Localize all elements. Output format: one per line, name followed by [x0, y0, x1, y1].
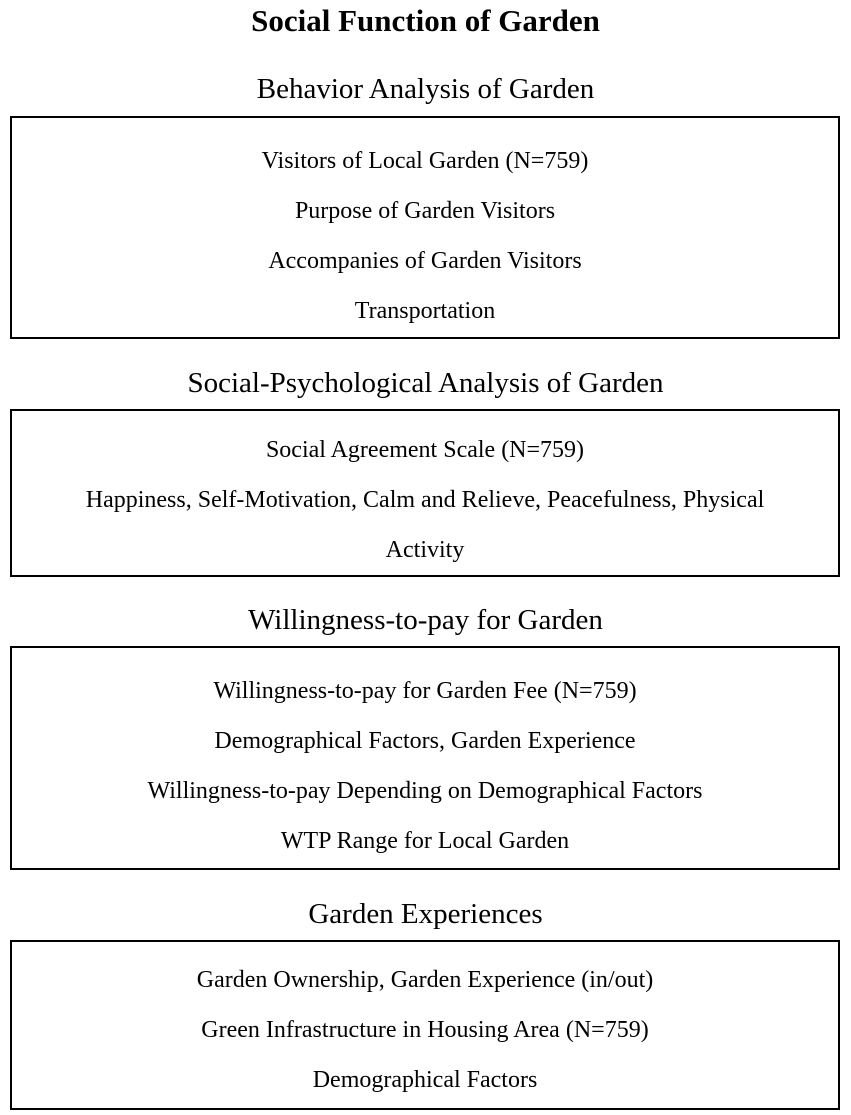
box-behavior [10, 116, 840, 339]
box-line: Willingness-to-pay Depending on Demographical Factors [147, 778, 703, 804]
box-line: Transportation [354, 298, 496, 324]
diagram-title: Social Function of Garden [251, 3, 600, 38]
section-heading-garden-experiences: Garden Experiences [308, 898, 543, 930]
section-heading-behavior: Behavior Analysis of Garden [256, 73, 595, 105]
box-willingness-to-pay [10, 646, 840, 870]
box-line: WTP Range for Local Garden [280, 828, 570, 854]
box-line: Activity [385, 537, 465, 563]
box-line: Visitors of Local Garden (N=759) [261, 148, 589, 174]
box-line: Willingness-to-pay for Garden Fee (N=759) [213, 678, 637, 704]
box-line: Purpose of Garden Visitors [294, 198, 556, 224]
box-line: Happiness, Self-Motivation, Calm and Relieve, Peacefulness, Physical [85, 487, 765, 513]
box-line: Demographical Factors [312, 1067, 538, 1093]
box-line: Garden Ownership, Garden Experience (in/out) [196, 967, 654, 993]
box-line: Accompanies of Garden Visitors [268, 248, 582, 274]
box-line: Green Infrastructure in Housing Area (N=759) [201, 1017, 649, 1043]
box-social-psychological [10, 409, 840, 577]
box-line: Social Agreement Scale (N=759) [265, 437, 585, 463]
box-line: Demographical Factors, Garden Experience [214, 728, 636, 754]
section-heading-willingness-to-pay: Willingness-to-pay for Garden [248, 604, 603, 636]
box-garden-experiences [10, 940, 840, 1110]
section-heading-social-psychological: Social-Psychological Analysis of Garden [187, 367, 664, 399]
